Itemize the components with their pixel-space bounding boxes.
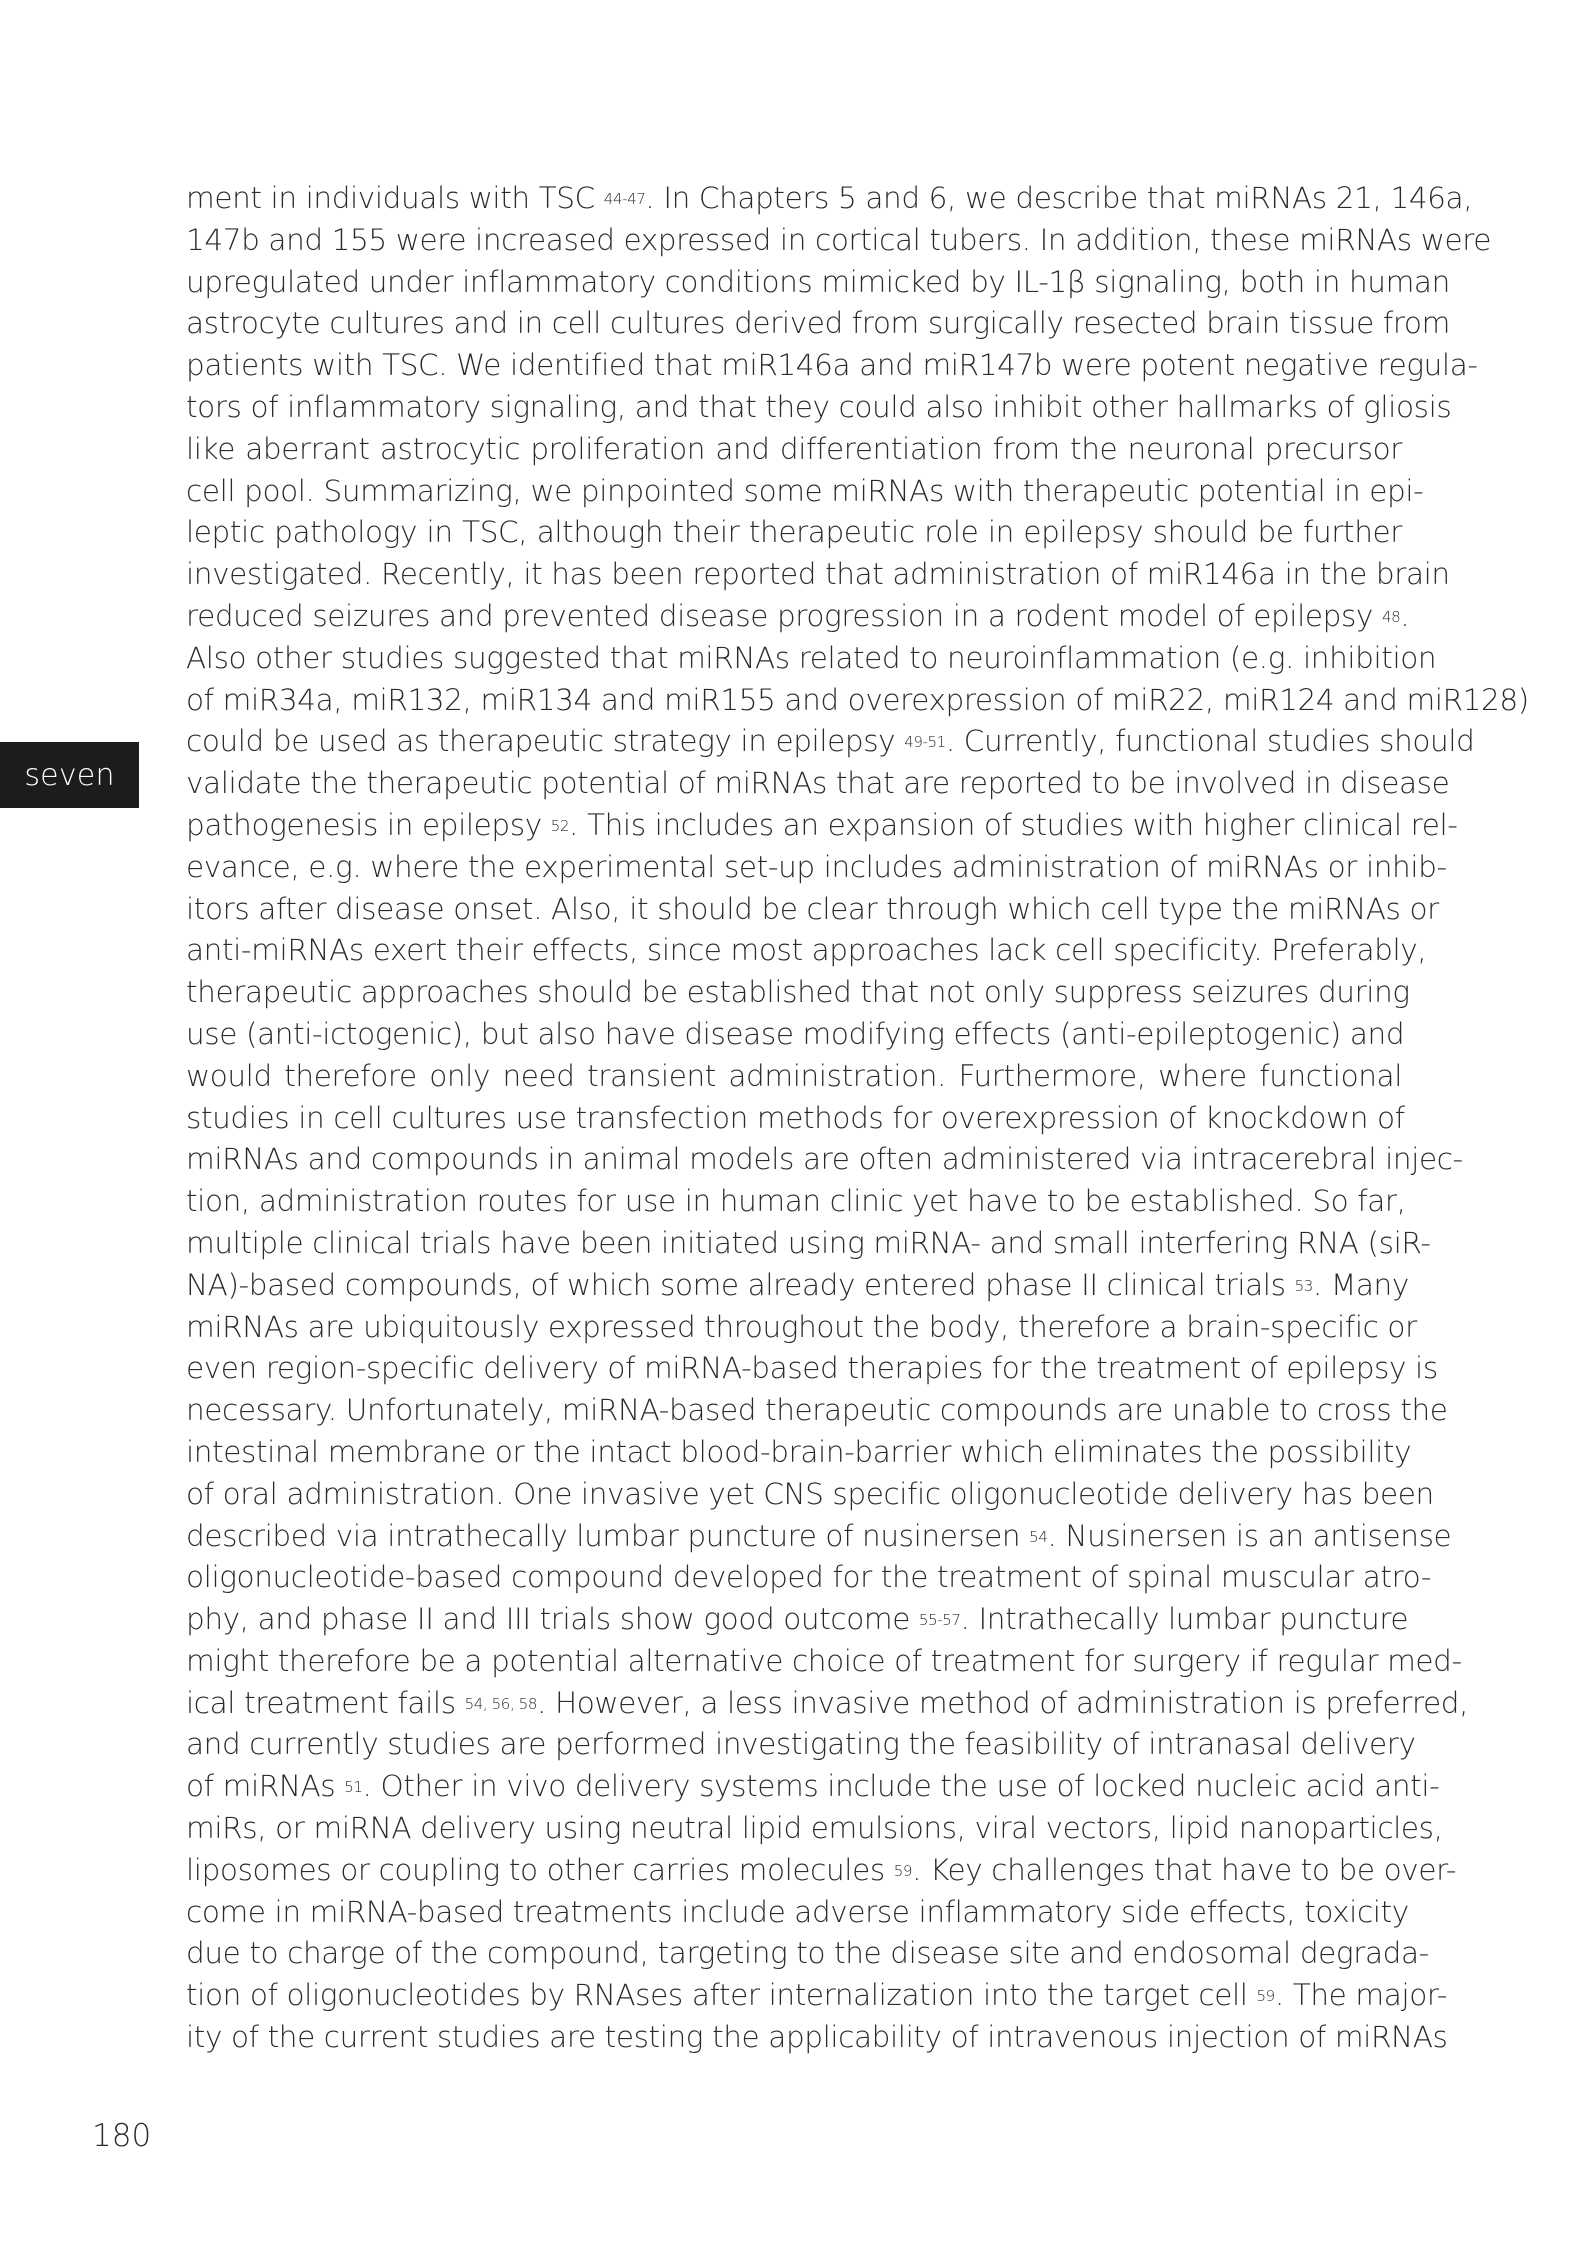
text-line [186, 889, 1439, 931]
text-line [186, 1307, 1417, 1349]
citation-superscript: 49-51 [904, 733, 946, 752]
text-segment: 147b and 155 were increased expressed in cortical tubers. In addition, these miRNAs were [186, 222, 1492, 257]
text-line [186, 303, 1450, 345]
text-segment: Also other studies suggested that miRNAs related to neuroinflammation (e.g. inhibition [186, 640, 1437, 675]
text-segment: cell pool. Summarizing, we pinpointed some miRNAs with therapeutic potential in epi- [186, 473, 1424, 508]
text-segment: miRNAs are ubiquitously expressed throughout the body, therefore a brain-specific or [186, 1309, 1417, 1344]
citation-superscript: 59 [1256, 1987, 1275, 2006]
text-segment: patients with TSC. We identified that miR146a and miR147b were potent negative regula- [186, 348, 1478, 383]
text-segment: intestinal membrane or the intact blood-brain-barrier which eliminates the possibility [186, 1434, 1412, 1469]
citation-superscript: 53 [1294, 1276, 1313, 1295]
text-segment: ity of the current studies are testing the applicability of intravenous injection of miRNAs [186, 2020, 1448, 2055]
text-segment: validate the therapeutic potential of miRNAs that are reported to be involved in disease [186, 766, 1450, 801]
text-segment: itors after disease onset. Also, it should be clear through which cell type the miRNAs or [186, 891, 1439, 926]
text-segment: miRNAs and compounds in animal models are often administered via intracerebral injec- [186, 1142, 1463, 1177]
text-line [186, 1390, 1448, 1432]
text-segment: . The major- [1274, 1978, 1447, 2013]
text-line [186, 345, 1478, 387]
text-segment: might therefore be a potential alternative choice of treatment for surgery if regular med- [186, 1643, 1462, 1678]
text-segment: necessary. Unfortunately, miRNA-based therapeutic compounds are unable to cross the [186, 1393, 1448, 1428]
text-line [186, 763, 1450, 805]
text-line [186, 554, 1450, 596]
text-segment: pathogenesis in epilepsy [186, 807, 551, 842]
text-line [186, 1098, 1405, 1140]
text-segment: use (anti-ictogenic), but also have disease modifying effects (anti-epileptogenic) and [186, 1016, 1405, 1051]
text-segment: . Intrathecally lumbar puncture [960, 1602, 1409, 1637]
text-line [186, 721, 1475, 763]
text-segment: even region-specific delivery of miRNA-based therapies for the treatment of epilepsy is [186, 1351, 1438, 1386]
text-line [186, 847, 1447, 889]
citation-superscript: 55-57 [918, 1611, 961, 1630]
text-segment: ical treatment fails [186, 1685, 465, 1720]
citation-superscript: 54, 56, 58 [464, 1694, 537, 1713]
text-line [186, 387, 1452, 429]
text-segment: reduced seizures and prevented disease progression in a rodent model of epilepsy [186, 598, 1382, 633]
text-line [186, 429, 1402, 471]
text-segment: due to charge of the compound, targeting to the disease site and endosomal degrada- [186, 1936, 1429, 1971]
text-segment: would therefore only need transient administration. Furthermore, where functional [186, 1058, 1402, 1093]
text-line [186, 596, 1410, 638]
citation-superscript: 44-47 [603, 190, 646, 208]
text-line [186, 471, 1424, 513]
text-line [186, 1808, 1443, 1850]
text-line [186, 1766, 1440, 1808]
text-segment: . Key challenges that have to be over- [912, 1852, 1457, 1887]
text-segment: multiple clinical trials have been initiated using miRNA- and small interfering RNA (siR- [186, 1225, 1431, 1260]
text-segment: . Many [1312, 1267, 1409, 1302]
text-segment: could be used as therapeutic strategy in epilepsy [186, 724, 905, 759]
text-segment: . [1400, 598, 1410, 633]
text-segment: . Other in vivo delivery systems include the use of locked nucleic acid anti- [362, 1769, 1440, 1804]
text-segment: ment in individuals with TSC [186, 181, 604, 215]
text-segment: investigated. Recently, it has been reported that administration of miR146a in the brain [186, 557, 1450, 592]
text-line [186, 638, 1437, 680]
text-line [186, 2017, 1448, 2059]
text-segment: liposomes or coupling to other carries molecules [186, 1852, 894, 1887]
text-segment: upregulated under inflammatory conditions mimicked by IL-1β signaling, both in human [186, 264, 1450, 299]
citation-superscript: 59 [893, 1861, 913, 1880]
text-line [186, 1933, 1429, 1975]
text-line [186, 1641, 1462, 1683]
text-line [186, 1223, 1431, 1265]
text-line [186, 262, 1450, 304]
text-line [186, 1432, 1412, 1474]
text-segment: tors of inflammatory signaling, and that they could also inhibit other hallmarks of gliosis [186, 389, 1452, 424]
chapter-tab-label: seven [24, 757, 115, 793]
text-segment: evance, e.g. where the experimental set-up includes administration of miRNAs or inhib- [186, 849, 1447, 884]
text-segment: tion, administration routes for use in human clinic yet have to be established. So far, [186, 1184, 1406, 1219]
text-segment: and currently studies are performed investigating the feasibility of intranasal delivery [186, 1727, 1416, 1762]
citation-superscript: 52 [550, 816, 570, 835]
text-line [186, 680, 1529, 722]
text-line [186, 1139, 1463, 1181]
text-segment: astrocyte cultures and in cell cultures derived from surgically resected brain tissue from [186, 306, 1450, 341]
text-line [186, 1557, 1432, 1599]
text-line [186, 1181, 1406, 1223]
text-segment: NA)-based compounds, of which some already entered phase II clinical trials [186, 1267, 1295, 1302]
text-segment: tion of oligonucleotides by RNAses after internalization into the target cell [186, 1978, 1257, 2013]
text-segment: come in miRNA-based treatments include adverse inflammatory side effects, toxicity [186, 1894, 1409, 1929]
text-line [186, 1056, 1402, 1098]
chapter-tab [0, 742, 139, 808]
text-line [186, 220, 1492, 262]
text-line [186, 1516, 1452, 1558]
text-segment: . This includes an expansion of studies with higher clinical rel- [569, 807, 1458, 842]
page-number: 180 [92, 2118, 152, 2154]
citation-superscript: 48 [1381, 607, 1401, 626]
text-line [186, 1724, 1416, 1766]
text-segment: of oral administration. One invasive yet CNS specific oligonucleotide delivery has been [186, 1476, 1434, 1511]
text-line [186, 1892, 1409, 1934]
text-segment: therapeutic approaches should be established that not only suppress seizures during [186, 975, 1410, 1010]
text-segment: leptic pathology in TSC, although their therapeutic role in epilepsy should be further [186, 515, 1402, 550]
text-segment: . In Chapters 5 and 6, we describe that miRNAs 21, 146a, [645, 181, 1473, 215]
citation-superscript: 54 [1029, 1527, 1048, 1546]
text-line [186, 1599, 1409, 1641]
text-line [186, 512, 1402, 554]
text-line [186, 1683, 1469, 1725]
text-line [186, 930, 1427, 972]
text-segment: described via intrathecally lumbar puncture of nusinersen [186, 1518, 1030, 1553]
text-line [186, 1850, 1457, 1892]
text-segment: like aberrant astrocytic proliferation and differentiation from the neuronal precursor [186, 431, 1402, 466]
text-segment: studies in cell cultures use transfection methods for overexpression of knockdown of [186, 1100, 1405, 1135]
text-segment: . Nusinersen is an antisense [1047, 1518, 1452, 1553]
text-segment: phy, and phase II and III trials show good outcome [186, 1602, 919, 1637]
text-segment: . Currently, functional studies should [945, 724, 1475, 759]
text-line [186, 1975, 1447, 2017]
text-line [186, 805, 1458, 847]
text-line [186, 972, 1410, 1014]
text-line [186, 1348, 1438, 1390]
text-segment: of miR34a, miR132, miR134 and miR155 and overexpression of miR22, miR124 and miR128) [186, 682, 1529, 717]
text-segment: anti-miRNAs exert their effects, since most approaches lack cell specificity. Preferably, [186, 933, 1427, 968]
body-text [186, 178, 1529, 2059]
text-segment: miRs, or miRNA delivery using neutral lipid emulsions, viral vectors, lipid nanoparticles, [186, 1811, 1443, 1846]
text-line [186, 178, 1473, 220]
text-line [186, 1474, 1434, 1516]
text-segment: of miRNAs [186, 1769, 345, 1804]
text-segment: oligonucleotide-based compound developed for the treatment of spinal muscular atro- [186, 1560, 1432, 1595]
text-line [186, 1014, 1405, 1056]
text-line [186, 1265, 1409, 1307]
text-segment: . However, a less invasive method of administration is preferred, [536, 1685, 1469, 1720]
citation-superscript: 51 [344, 1778, 363, 1797]
